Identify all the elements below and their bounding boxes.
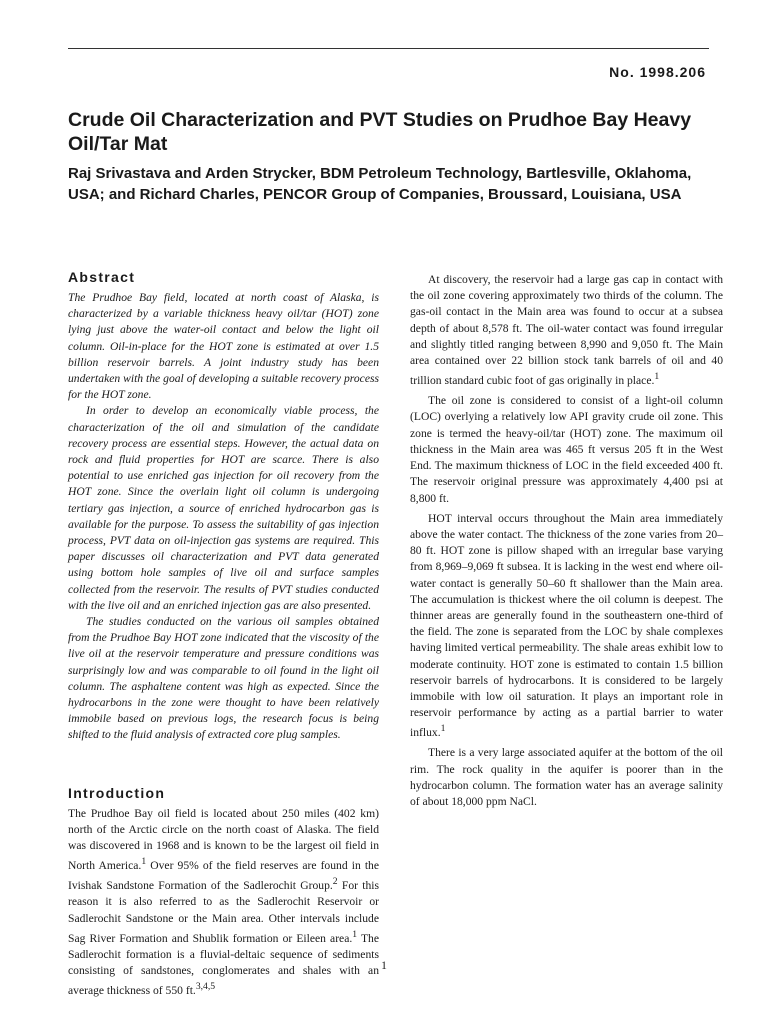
abstract-paragraph-2: In order to develop an economically viable process, the characterization of the oil and simulation of the candidate recovery process are essential steps. However, the actual data on rock and fluid properties for HOT are scarce. There is also potential to use enriched gas injection for oil recovery from the HOT zone. Since the overlain light oil column is undergoing tertiary gas injection, a source of enriched hydrocarbon gas is available for the purpose. To assess the suitability of gas injection process, PVT data on oil-injection gas systems are required. This paper discusses oil characterization and PVT data generated using bottom hole samples of live oil and surface samples collected from the reservoir. The results of PVT studies conducted with the live oil and an enriched injection gas are also presented. [68,404,379,612]
paper-title: Crude Oil Characterization and PVT Studies on Prudhoe Bay Heavy Oil/Tar Mat [68,109,692,155]
page-number: 1 [381,960,387,972]
abstract-heading: Abstract [68,269,136,285]
abstract-paragraph-1: The Prudhoe Bay field, located at north coast of Alaska, is characterized by a variable thickness heavy oil/tar (HOT) zone lying just above the water-oil contact and below the light oil column. Oil-in-place for the HOT zone is estimated at over 1.5 billion reservoir barrels. A joint industry study has been undertaken with the goal of developing a suitable recovery process for the HOT zone. [68,291,379,402]
document-number: No. 1998.206 [609,64,706,80]
author-affiliations: Raj Srivastava and Arden Strycker, BDM Petroleum Technology, Bartlesville, Oklahoma, USA; and Richard Charles, PENCOR Group of Companies, Broussard, Louisiana, USA [68,165,692,203]
introduction-paragraph-3: The oil zone is considered to consist of a light-oil column (LOC) overlying a relatively low API gravity crude oil zone. This zone is termed the heavy-oil/tar (HOT) zone. The maximum oil thickness in the Main area was 465 ft versus 205 ft in the West End. The maximum thickness of LOC in the field exceeded 400 ft. The reservoir original pressure was approximately 4,400 psi at 8,800 ft. [410,394,723,505]
introduction-paragraph-4: HOT interval occurs throughout the Main area immediately above the water contact. The thickness of the zone varies from 20–80 ft. HOT zone is pillow shaped with an irregular base varying from 8,969–9,069 ft subsea. It is lacking in the west end where oil-water contact is generally 50–60 ft shallower than the Main area. The accumulation is thickest where the oil column is deepest. The thinner areas are generally found in the southeastern one-third of the field. The zone is separated from the LOC by shale complexes having limited vertical permeability. The shale areas exhibit low to moderate continuity. HOT zone is estimated to contain 1.5 billion reservoir barrels of hydrocarbons. It is considered to be largely immobile with low oil saturation. It plays an important role in reservoir performance by acting as a partial barrier to water influx.$^1$ [410,511,723,740]
introduction-paragraph-5: There is a very large associated aquifer at the bottom of the oil rim. The rock quality in the aquifer is poorer than in the hydrocarbon column. The formation water has an average salinity of about 18,000 ppm NaCl. [410,746,723,809]
introduction-paragraph-1: The Prudhoe Bay oil field is located about 250 miles (402 km) north of the Arctic circle on the north coast of Alaska. The field was discovered in 1968 and is known to be the largest oil field in North America.$^1$ Over 95% of the field reserves are found in the Ivishak Sandstone Formation of the Sadlerochit Group.$^2$ For this reason it is also referred to as the Sadlerochit Reservoir or Sadlerochit Sandstone or the Main area. Other intervals include Sag River Formation and Shublik formation or Eileen area.$^1$ The Sadlerochit formation is a fluvial-deltaic sequence of sediments consisting of sandstones, conglomerates and shales with an average thickness of 550 ft.$^{3,4,5}$ [68,806,380,998]
left-column [68,268,379,999]
introduction-paragraph-2: At discovery, the reservoir had a large gas cap in contact with the oil zone covering approximately two thirds of the column. The gas-oil contact in the Main area was found to occur at a subsea depth of about 8,578 ft. The oil-water contact was found irregular and slightly titled ranging between 8,990 and 9,050 ft. The Main area contained over 22 billion stock tank barrels of oil and 40 trillion standard cubic foot of gas originally in place.$^1$ [410,273,723,388]
top-rule [68,48,709,49]
right-column [410,268,723,810]
introduction-heading: Introduction [68,784,166,801]
abstract-paragraph-3: The studies conducted on the various oil samples obtained from the Prudhoe Bay HOT zone indicated that the viscosity of the live oil at the reservoir temperature and pressure conditions was surprisingly low and was comparable to oil found in the light oil column. The asphaltene content was high as expected. Since the hydrocarbons in the zone were thought to have been relatively immobile based on previous logs, the research focus is being shifted to the fluid analysis of extracted core plug samples. [68,615,379,742]
